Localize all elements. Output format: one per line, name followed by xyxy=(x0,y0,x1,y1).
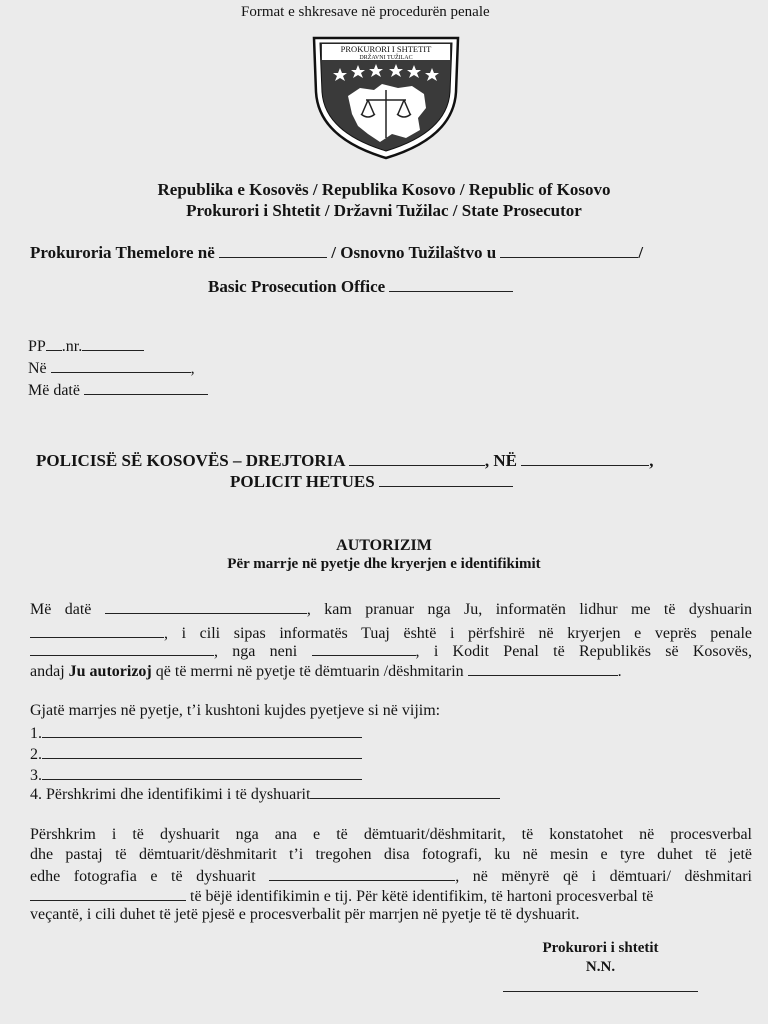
para2-line-1: Përshkrim i të dyshuarit nga ana e të dëmtuarit/dëshmitarit, të konstatohet në procesverbal xyxy=(30,826,752,843)
question-3 xyxy=(30,765,362,785)
recipient-investigative: POLICIT HETUES xyxy=(230,472,375,491)
para1-offense-blank[interactable] xyxy=(30,641,214,656)
para1-authorize: Ju autorizoj xyxy=(68,663,152,680)
question-2 xyxy=(30,744,362,764)
place-comma: , xyxy=(190,360,195,377)
question-3-label: 3. xyxy=(30,767,42,784)
recipient-line-2 xyxy=(230,472,513,492)
office-blank-2[interactable] xyxy=(500,243,638,258)
emblem-text-top: PROKURORI I SHTETIT xyxy=(340,44,432,54)
recipient-ne: , NË xyxy=(484,451,517,470)
questions-intro: Gjatë marrjes në pyetje, t’i kushtoni kujdes pyetjeve si në vijim: xyxy=(30,702,441,719)
office-label-al: Prokuroria Themelore në xyxy=(30,243,215,262)
office-slash: / xyxy=(638,243,644,262)
para1-period: . xyxy=(617,663,622,680)
signature-line[interactable] xyxy=(503,991,698,992)
para1-text-4: që të merrni në pyetje të dëmtuarin /dëshmitarin xyxy=(155,663,464,680)
place-label: Në xyxy=(28,360,47,377)
directorate-blank[interactable] xyxy=(349,451,485,466)
location-blank[interactable] xyxy=(521,451,649,466)
para2-text-3: , në mënyrë që i dëmtuari/ dëshmitari xyxy=(455,868,753,885)
signature-title: Prokurori i shtetit xyxy=(542,940,659,956)
para2-suspect-blank[interactable] xyxy=(269,866,455,881)
question-4 xyxy=(30,784,500,804)
para1-text-1: , kam pranuar nga Ju, informatën lidhur me të dyshuarin xyxy=(306,601,753,618)
office-blank-1[interactable] xyxy=(219,243,327,258)
para2-witness-blank[interactable] xyxy=(30,886,186,901)
document-title: AUTORIZIM xyxy=(336,537,432,554)
para1-date-blank[interactable] xyxy=(105,599,307,614)
office-blank-3[interactable] xyxy=(389,277,513,292)
place-line xyxy=(28,358,195,378)
para1-date-label: Më datë xyxy=(30,601,92,618)
question-3-blank[interactable] xyxy=(42,765,362,780)
pp-label: PP xyxy=(28,338,46,355)
institution-line-2: Prokurori i Shtetit / Državni Tužilac / State Prosecutor xyxy=(186,201,582,220)
para1-article-label: , nga neni xyxy=(214,643,298,660)
investigative-blank[interactable] xyxy=(379,472,513,487)
para1-text-2: , i cili sipas informatës Tuaj është i përfshirë në kryerjen e veprës penale xyxy=(164,625,752,642)
question-1 xyxy=(30,723,362,743)
place-blank[interactable] xyxy=(51,358,191,373)
signature-name: N.N. xyxy=(585,959,616,975)
para1-article-blank[interactable] xyxy=(312,641,416,656)
para2-text-4: të bëjë identifikimin e tij. Për këtë identifikim, të hartoni procesverbal të xyxy=(190,888,654,905)
nr-label: .nr. xyxy=(61,338,83,355)
header-note: Format e shkresave në procedurën penale xyxy=(241,4,490,20)
pp-blank[interactable] xyxy=(46,336,62,351)
kosovo-prosecutor-emblem-icon xyxy=(308,34,464,162)
para1-line-3 xyxy=(30,641,752,661)
office-label-en: Basic Prosecution Office xyxy=(208,277,386,296)
para1-witness-blank[interactable] xyxy=(468,661,618,676)
question-4-label: 4. Përshkrimi dhe identifikimi i të dyshuarit xyxy=(30,786,311,803)
institution-line-1: Republika e Kosovës / Republika Kosovo / Republic of Kosovo xyxy=(157,180,611,199)
para1-line-4 xyxy=(30,661,622,681)
office-label-sr: / Osnovno Tužilaštvo u xyxy=(331,243,497,262)
para1-suspect-blank[interactable] xyxy=(30,623,164,638)
date-line xyxy=(28,380,208,400)
date-blank[interactable] xyxy=(84,380,208,395)
office-line-2 xyxy=(208,277,513,297)
emblem-text-sub: DRŽAVNI TUŽILAC xyxy=(359,55,413,61)
nr-blank[interactable] xyxy=(82,336,144,351)
question-2-blank[interactable] xyxy=(42,744,362,759)
question-1-label: 1. xyxy=(30,725,42,742)
question-4-blank[interactable] xyxy=(310,784,500,799)
para1-line-1 xyxy=(30,599,752,619)
question-1-blank[interactable] xyxy=(42,723,362,738)
para1-line-2 xyxy=(30,623,752,643)
date-label: Më datë xyxy=(28,382,80,399)
para1-text-3: , i Kodit Penal të Republikës së Kosovës, xyxy=(415,643,752,660)
question-2-label: 2. xyxy=(30,746,42,763)
para2-line-3 xyxy=(30,866,752,886)
para2-photo-label: edhe fotografia e të dyshuarit xyxy=(30,868,256,885)
para1-therefore: andaj xyxy=(30,663,65,680)
pp-number-line xyxy=(28,336,144,356)
recipient-line-1 xyxy=(36,451,654,471)
recipient-police: POLICISË SË KOSOVËS – DREJTORIA xyxy=(36,451,345,470)
para2-line-4 xyxy=(30,886,653,906)
recipient-comma: , xyxy=(649,451,654,470)
para2-line-2: dhe pastaj të dëmtuarit/dëshmitarit t’i tregohen disa fotografi, ku në mesin e tyre duhet të jetë xyxy=(30,846,752,863)
office-line-1 xyxy=(30,243,643,263)
para2-line-5: veçantë, i cili duhet të jetë pjesë e procesverbalit për marrjen në pyetje të të dyshuarit. xyxy=(30,906,580,923)
document-subtitle: Për marrje në pyetje dhe kryerjen e identifikimit xyxy=(227,556,541,572)
